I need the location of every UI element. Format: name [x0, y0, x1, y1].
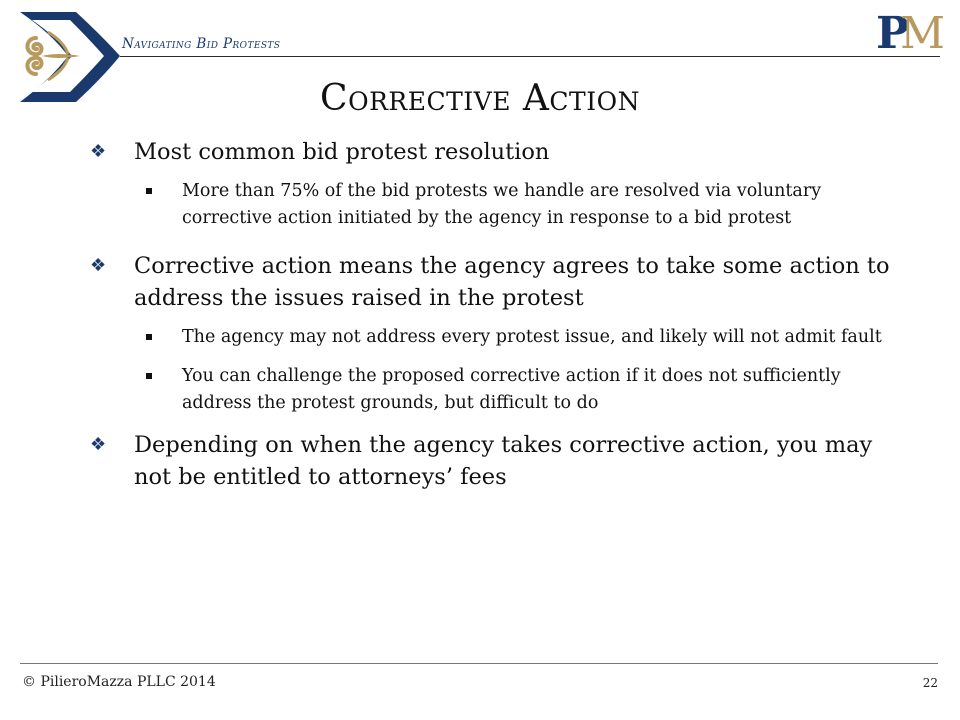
bullet-item: [90, 250, 910, 314]
slide-title: Corrective Action: [320, 78, 640, 119]
page-number: 22: [922, 676, 938, 690]
svg-text:P: P: [876, 8, 910, 59]
diamond-bullet-icon: ❖: [90, 434, 107, 455]
pm-logo-icon: [876, 8, 946, 59]
sub-bullet-item: [90, 324, 910, 351]
svg-text:M: M: [900, 8, 946, 59]
bullet-item: [90, 429, 910, 493]
sub-bullet-item: [90, 363, 910, 417]
copyright-text: © PilieroMazza PLLC 2014: [22, 674, 216, 690]
sub-bullet-text: You can challenge the proposed corrective action if it does not sufficiently address the protest grounds, but difficult to do: [182, 366, 841, 413]
sub-bullet-item: [90, 178, 910, 232]
bullet-text: Most common bid protest resolution: [134, 139, 550, 165]
bullet-list: [90, 136, 910, 503]
square-bullet-icon: [146, 334, 152, 340]
square-bullet-icon: [146, 188, 152, 194]
diamond-bullet-icon: ❖: [90, 141, 107, 162]
sub-bullet-text: The agency may not address every protest issue, and likely will not admit fault: [182, 327, 882, 347]
bullet-text: Depending on when the agency takes corrective action, you may not be entitled to attorneys’ fees: [134, 432, 873, 490]
header-divider: [120, 56, 940, 57]
footer-divider: [20, 663, 938, 664]
diamond-bullet-icon: ❖: [90, 255, 107, 276]
section-title: Navigating Bid Protests: [122, 36, 281, 52]
bullet-item: [90, 136, 910, 168]
square-bullet-icon: [146, 373, 152, 379]
sub-bullet-text: More than 75% of the bid protests we handle are resolved via voluntary corrective action initiated by the agency in response to a bid protest: [182, 181, 822, 228]
bullet-text: Corrective action means the agency agrees to take some action to address the issues raised in the protest: [134, 253, 890, 311]
